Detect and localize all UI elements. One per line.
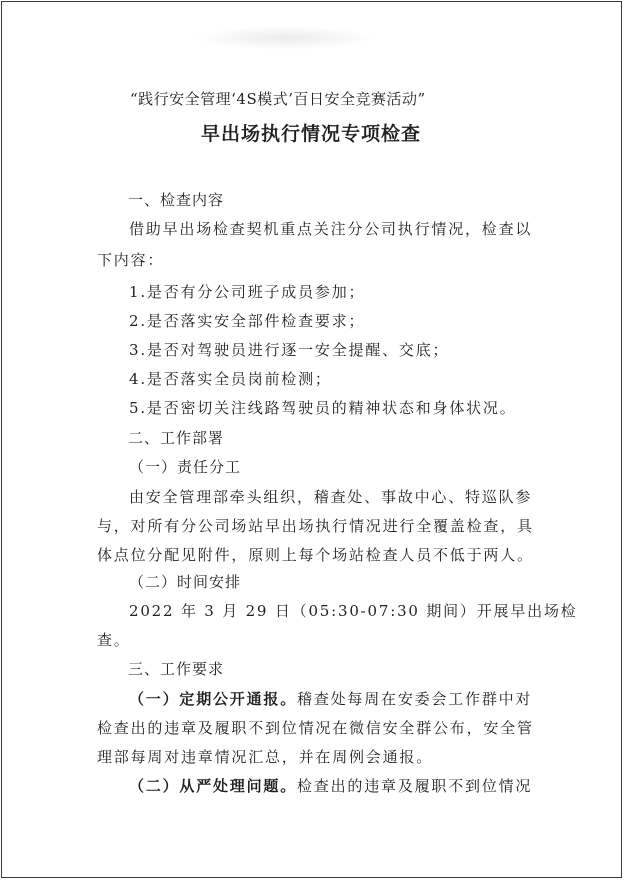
section3-req1-line: 理部每周对违章情况汇总，并在周例会通报。 [97, 748, 434, 766]
section2-heading: 二、工作部署 [128, 429, 225, 447]
section1-heading: 一、检查内容 [128, 191, 225, 209]
section3-req1-line1 [129, 689, 532, 709]
section3-req1-rest: 稽查处每周在安委会工作群中对 [297, 690, 533, 708]
section2-sub1-line: 体点位分配见附件，原则上每个场站检查人员不低于两人。 [97, 546, 534, 564]
section3-req1-line: 检查出的违章及履职不到位情况在微信安全群公布，安全管 [97, 719, 534, 737]
section3-req2-line1 [129, 776, 532, 796]
section2-sub2-heading: （二）时间安排 [129, 573, 242, 591]
section2-sub2-line: 2022 年 3 月 29 日（05:30-07:30 期间）开展早出场检 [129, 602, 578, 620]
section2-sub1-heading: （一）责任分工 [129, 458, 242, 476]
document-subtitle: “践行安全管理‘4S模式’百日安全竞赛活动” [130, 90, 426, 108]
section3-req1-lead: （一）定期公开通报。 [129, 690, 298, 708]
section2-sub2-line: 查。 [97, 631, 131, 649]
section1-item: 5.是否密切关注线路驾驶员的精神状态和身体状况。 [129, 399, 517, 417]
section3-req2-rest: 检查出的违章及履职不到位情况 [297, 777, 533, 795]
section3-req2-lead: （二）从严处理问题。 [129, 777, 298, 795]
section1-intro-line2: 下内容： [97, 251, 165, 269]
scan-smudge [195, 26, 375, 50]
section1-item: 1.是否有分公司班子成员参加； [129, 283, 366, 301]
section1-item: 3.是否对驾驶员进行逐一安全提醒、交底； [129, 341, 450, 359]
section3-heading: 三、工作要求 [128, 660, 225, 678]
document-title: 早出场执行情况专项检查 [201, 123, 422, 145]
section1-item: 4.是否落实全员岗前检测； [129, 370, 332, 388]
section2-sub1-line: 与，对所有分公司场站早出场执行情况进行全覆盖检查，具 [97, 517, 534, 535]
section2-sub1-line: 由安全管理部牵头组织，稽查处、事故中心、特巡队参 [129, 488, 533, 506]
section1-item: 2.是否落实安全部件检查要求； [129, 312, 366, 330]
section1-intro-line1: 借助早出场检查契机重点关注分公司执行情况，检查以 [129, 220, 533, 238]
